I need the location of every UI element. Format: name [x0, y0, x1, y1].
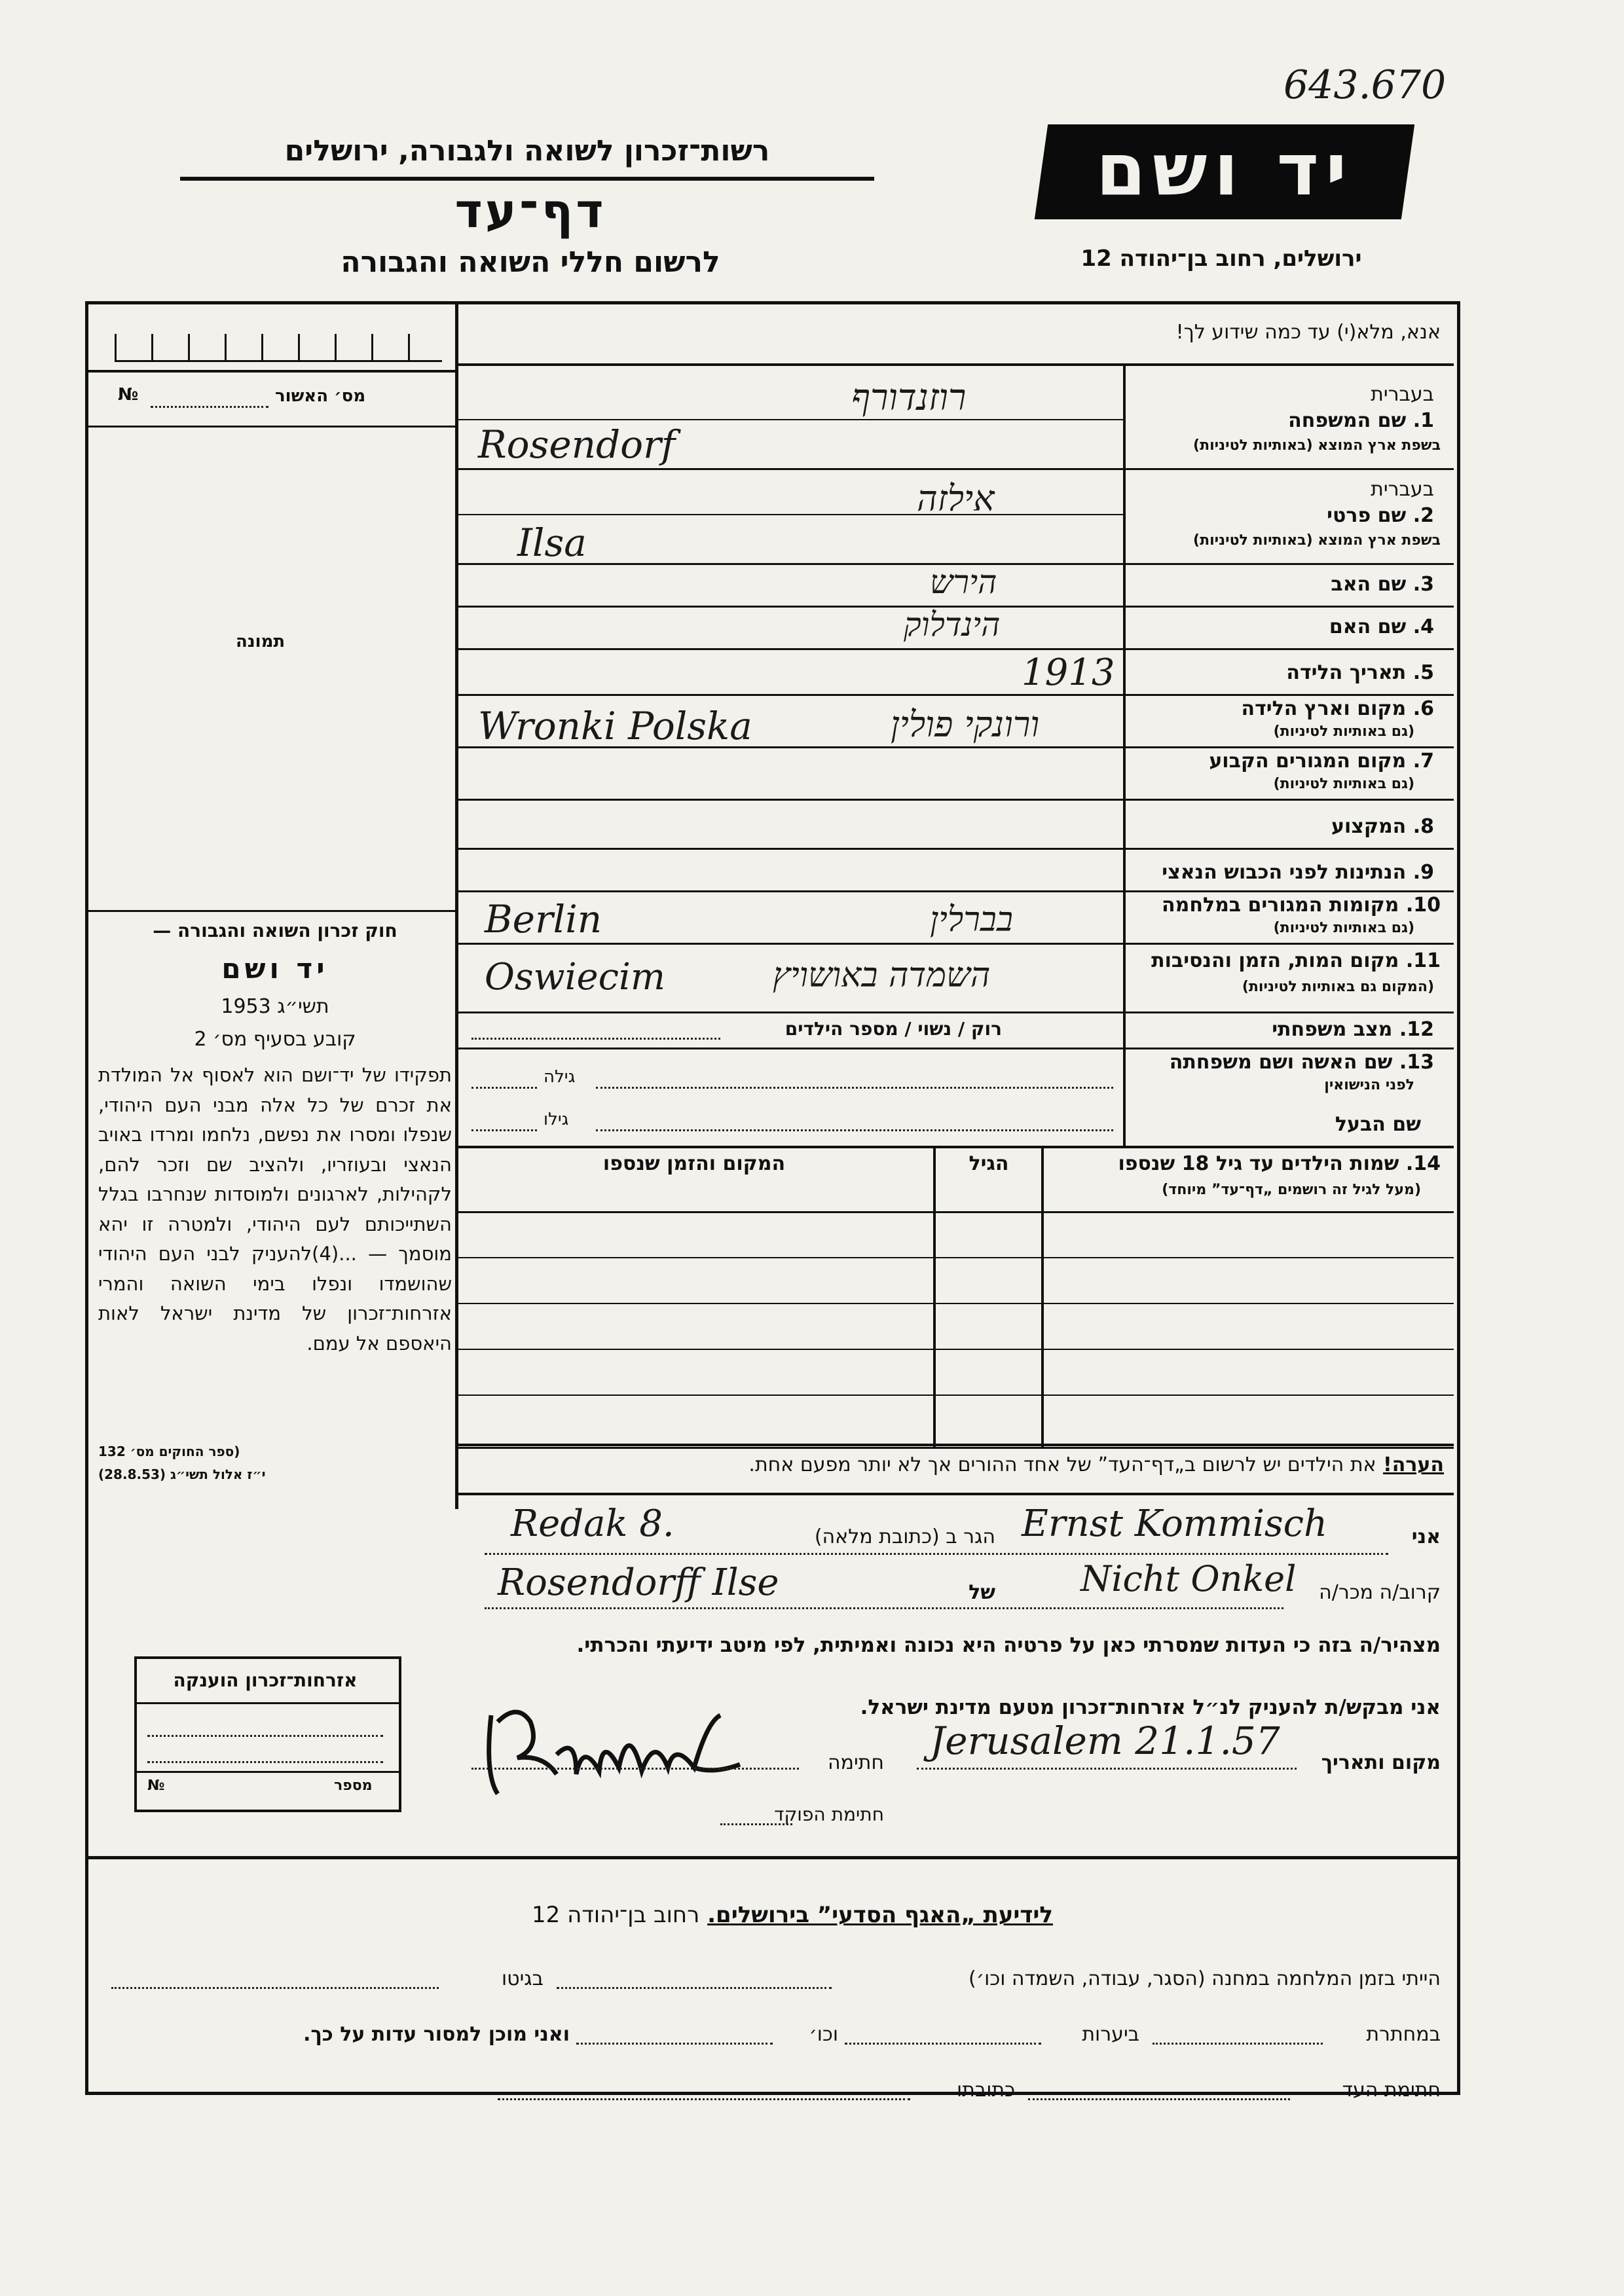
row-divider-8 [455, 848, 1454, 850]
authority-underline [180, 177, 874, 181]
note-bottom [455, 1493, 1454, 1495]
children-col-age: הגיל [969, 1152, 1009, 1175]
officer-line[interactable] [720, 1823, 792, 1825]
field11-sub: (המקום גם באותיות לטיניות) [1242, 979, 1434, 995]
field6-value-latin[interactable]: Wronki Polska [478, 704, 752, 748]
field11-value-latin[interactable]: Oswiecim [485, 956, 666, 998]
husband-name-field[interactable] [596, 1129, 1113, 1131]
husband-age-field[interactable] [471, 1129, 537, 1131]
field1-num: 1. [1412, 409, 1434, 432]
citizenship-box-sep2 [134, 1771, 401, 1773]
signature-scribble [478, 1696, 760, 1800]
field6-name: מקום וארץ הלידה [1241, 697, 1407, 720]
field11-num: 11. [1405, 949, 1441, 972]
field7-sub: (גם באותיות לטיניות) [1273, 776, 1414, 792]
field2-subline [455, 514, 1123, 515]
field12-num: 12. [1399, 1018, 1434, 1041]
field12-name: מצב משפחתי [1272, 1018, 1393, 1041]
citizenship-box-title: אזרחות־זכרון הוענקה [173, 1669, 358, 1691]
cert-number-field[interactable] [151, 406, 268, 408]
field8-name: המקצוע [1331, 815, 1407, 838]
children-header-line [455, 1211, 1454, 1213]
children-count-field[interactable] [471, 1038, 720, 1040]
children-row-3 [455, 1349, 1454, 1350]
declarant-address[interactable]: Redak 8. [511, 1503, 674, 1545]
row-divider-9 [455, 890, 1454, 892]
field8-num: 8. [1412, 815, 1434, 838]
footer-line3-b: כתובתו [957, 2079, 1015, 2102]
field9-name: הנתינות לפני הכבוש הנאצי [1162, 861, 1407, 884]
wife-age-field[interactable] [471, 1087, 537, 1089]
wife-name-field[interactable] [596, 1087, 1113, 1089]
authority-name: רשות־זכרון לשואה ולגבורה, ירושלים [284, 134, 770, 168]
children-row-4 [455, 1394, 1454, 1396]
declaration-text: מצהיר/ה בזה כי העדות שמסרתי כאן על פרטיה היא נכונה ואמיתית, לפי מיטב ידיעתי והכרתי. [576, 1633, 1441, 1657]
law-clause: קובע בסעיף מס׳ 2 [194, 1028, 356, 1051]
field5-label [1133, 661, 1434, 684]
cert-no-label: № [118, 385, 139, 405]
footer-ghetto-field[interactable] [111, 1987, 439, 1989]
row-divider-5 [455, 694, 1454, 696]
field2-value-latin[interactable]: Ilsa [517, 520, 587, 565]
footer-line1-b: בגיטו [501, 1967, 544, 1990]
field6-num: 6. [1412, 697, 1434, 720]
field12-label [1133, 1018, 1434, 1041]
declarant-of-value[interactable]: Rosendorff Ilse [498, 1561, 779, 1604]
footer-address: רחוב בן־יהודה 12 [532, 1902, 700, 1928]
signature-label: חתימה [827, 1751, 884, 1774]
field4-label [1133, 615, 1434, 638]
note-label: הערה! [1383, 1453, 1444, 1476]
field2-value-he[interactable]: אילזה [917, 478, 995, 519]
declarant-relation[interactable]: Nicht Onkel [1080, 1558, 1297, 1599]
field5-value[interactable]: 1913 [1022, 651, 1115, 694]
field2-name: שם פרטי [1327, 504, 1407, 527]
field11-value-he[interactable]: השמדה באושויץ [773, 956, 991, 995]
field11-label [1133, 949, 1441, 972]
field1-label [1133, 409, 1434, 432]
field7-name: מקום המגורים הקבוע [1209, 750, 1407, 773]
children-num: 14. [1405, 1152, 1441, 1175]
field2-label [1133, 504, 1434, 527]
citizenship-box-line1[interactable] [147, 1735, 383, 1737]
ruler-ticks [115, 334, 442, 362]
form-title: דף־עד [454, 183, 606, 238]
field10-num: 10. [1405, 894, 1441, 917]
intro-bottom [455, 363, 1454, 366]
footer-camp-field[interactable] [557, 1987, 832, 1989]
officer-label: חתימת הפוקד [774, 1804, 884, 1825]
row-divider-11 [455, 1011, 1454, 1013]
cert-row-bottom [88, 426, 455, 428]
field4-num: 4. [1412, 615, 1434, 638]
field2-num: 2. [1412, 504, 1434, 527]
field1-value-latin[interactable]: Rosendorf [478, 422, 676, 467]
footer-heading [393, 1902, 1192, 1928]
field4-value[interactable]: הינדלוק [904, 606, 1001, 644]
note-text [462, 1453, 1444, 1476]
field10-sub: (גם באותיות לטיניות) [1273, 920, 1414, 936]
row-divider-7 [455, 799, 1454, 801]
field2-in-hebrew: בעברית [1371, 478, 1434, 501]
field2-sub: בשפת ארץ המוצא (באותיות לטיניות) [1193, 532, 1441, 549]
field7-label [1133, 750, 1434, 773]
row-divider-4 [455, 648, 1454, 650]
form-subtitle: לרשום חללי השואה והגבורה [341, 246, 720, 279]
field10-value-he[interactable]: בברלין [930, 900, 1013, 939]
field3-value[interactable]: הירש [930, 563, 997, 601]
law-title: חוק זכרון השואה והגבורה — [153, 920, 397, 941]
footer-line2-d: ואני מוכן למסור עדות על כך. [303, 2023, 570, 2046]
cert-label: מס׳ האשור [275, 386, 366, 406]
field3-name: שם האב [1331, 573, 1407, 596]
field9-num: 9. [1412, 861, 1434, 884]
children-row-1 [455, 1257, 1454, 1258]
field6-value-he[interactable]: ורונקי פולין [891, 704, 1040, 745]
declarant-relation-label: קרוב/ה מכר/ה [1319, 1581, 1441, 1604]
field1-value-he[interactable]: רוזנדורף [851, 376, 967, 419]
signature-line [471, 1768, 799, 1770]
declarant-i-label: אני [1411, 1525, 1441, 1548]
field12-options: רוק / נשוי / מספר הילדים [784, 1018, 1002, 1040]
field10-value-latin[interactable]: Berlin [485, 897, 602, 941]
children-col-divider-2 [933, 1146, 936, 1447]
law-name: יד ושם [221, 953, 329, 985]
form-intro: אנא, מלא(י) עד כמה שידוע לך! [1175, 321, 1441, 344]
row-divider-1 [455, 468, 1454, 470]
field7-num: 7. [1412, 750, 1434, 773]
photo-label: תמונה [236, 632, 286, 651]
husband-age-label: גילו [544, 1110, 569, 1129]
footer-underground-field[interactable] [1153, 2043, 1323, 2045]
row-divider-10 [455, 943, 1454, 945]
children-col-place: המקום והזמן שנספו [602, 1152, 786, 1175]
field1-in-hebrew: בעברית [1371, 383, 1434, 406]
children-row-2 [455, 1303, 1454, 1304]
field6-label [1133, 697, 1434, 720]
field3-num: 3. [1412, 573, 1434, 596]
place-date-line [917, 1768, 1297, 1770]
citizenship-box-sep [134, 1702, 401, 1704]
place-date-value[interactable]: Jerusalem 21.1.57 [930, 1719, 1280, 1763]
declarant-line-1 [485, 1553, 1388, 1555]
declarant-name[interactable]: Ernst Kommisch [1022, 1503, 1328, 1545]
field13-label [1133, 1051, 1434, 1074]
footer-witness-address-field[interactable] [498, 2098, 910, 2100]
children-table-bottom [455, 1444, 1454, 1446]
law-ref-1: (ספר החוקים מס׳ 132 [98, 1444, 240, 1459]
field1-name: שם המשפחה [1288, 409, 1407, 432]
citizenship-box-no: № [147, 1777, 165, 1794]
row-divider-12 [455, 1048, 1454, 1049]
field13-num: 13. [1399, 1051, 1434, 1074]
field13-age-label: גילה [544, 1067, 576, 1087]
field13-sub: לפני הנישואין [1324, 1077, 1414, 1093]
request-text: אני מבקש/ת להעניק לנ״ל אזרחות־זכרון מטעם מדינת ישראל. [860, 1696, 1441, 1719]
children-title: שמות הילדים עד גיל 18 שנספו [1118, 1152, 1399, 1175]
footer-line2-a: במחתרת [1366, 2023, 1441, 2046]
field9-label [1133, 861, 1434, 884]
footer-title: לידיעת „האגף הסדעי” בירושלים. [707, 1902, 1053, 1928]
note-top [455, 1447, 1454, 1449]
field11-name: מקום המות, הזמן והנסיבות [1151, 949, 1399, 972]
note-body: את הילדים יש לרשום ב„דף־העד” של אחד ההורים אך לא יותר מפעם אחת. [748, 1453, 1376, 1476]
field1-subline [455, 419, 1123, 420]
children-col-divider-1 [1041, 1146, 1044, 1447]
photo-bottom [88, 910, 455, 912]
field5-num: 5. [1412, 661, 1434, 684]
field8-label [1133, 815, 1434, 838]
declarant-of-label: של [969, 1581, 995, 1604]
field4-name: שם האם [1329, 615, 1407, 638]
label-column-divider [1123, 363, 1126, 1146]
field10-name: מקומות המגורים במלחמה [1162, 894, 1399, 917]
field6-sub: (גם באותיות לטיניות) [1273, 723, 1414, 740]
footer-line2-b: ביערות [1082, 2023, 1139, 2046]
footer-top-line [85, 1856, 1457, 1859]
footer-line2-c: וכו׳ [809, 2023, 838, 2046]
husband-label: שם הבעל [1335, 1113, 1421, 1136]
row-divider-13 [455, 1146, 1454, 1148]
footer-line1-a: הייתי בזמן המלחמה במחנה (הסגר, עבודה, השמדה וכו׳) [968, 1967, 1441, 1990]
law-text: תפקידו של יד־ושם הוא לאסוף אל המולדת את זכרם של כל אלה מבני העם היהודי, שנפלו ומסרו את נפשם, נלחמו ומרדו באויב הנאצי ובעוזריו, ולהציב שם וזכר להם, לקהילות, לארגונים ולמוסדות שנחרבו בגלל השתייכותם לעם היהודי, ולמטרה זו יהא מוסמך — ...(4)להעניק לבני העם היהודי שהושמדו ונפלו בימי השואה והמרי אזרחות־זכרון של מדינת ישראל לאות היאספם אל עמם. [98, 1064, 452, 1355]
children-sub: (מעל לגיל זה רושמים „דף־עד” מיוחד) [1162, 1182, 1421, 1198]
citizenship-box-number-label: מספר [334, 1777, 373, 1794]
law-ref-2: י״ז אלול תשי״ג (28.8.53) [98, 1467, 266, 1482]
field1-sub: בשפת ארץ המוצא (באותיות לטיניות) [1193, 437, 1441, 454]
footer-etc-field[interactable] [576, 2043, 773, 2045]
archive-number: 643.670 [1283, 62, 1447, 108]
field5-name: תאריך הלידה [1286, 661, 1407, 684]
footer-witness-sig-field[interactable] [1028, 2098, 1290, 2100]
declarant-line-2 [485, 1607, 1283, 1609]
field10-label [1133, 894, 1441, 917]
field3-label [1133, 573, 1434, 596]
declarant-resides-label: הגר ב (כתובת מלאה) [814, 1525, 995, 1548]
citizenship-box-line2[interactable] [147, 1761, 383, 1763]
footer-line3-a: חתימת העד [1342, 2079, 1441, 2102]
field13-name: שם האשה ושם משפחתה [1169, 1051, 1393, 1074]
logo-text: יד ושם [1096, 128, 1354, 211]
law-year: תשי״ג 1953 [221, 995, 329, 1018]
footer-forests-field[interactable] [845, 2043, 1041, 2045]
place-date-label: מקום ותאריך [1321, 1751, 1441, 1774]
children-label [1048, 1152, 1441, 1175]
address: ירושלים, רחוב בן־יהודה 12 [1080, 246, 1362, 272]
cert-row-line [88, 370, 455, 373]
